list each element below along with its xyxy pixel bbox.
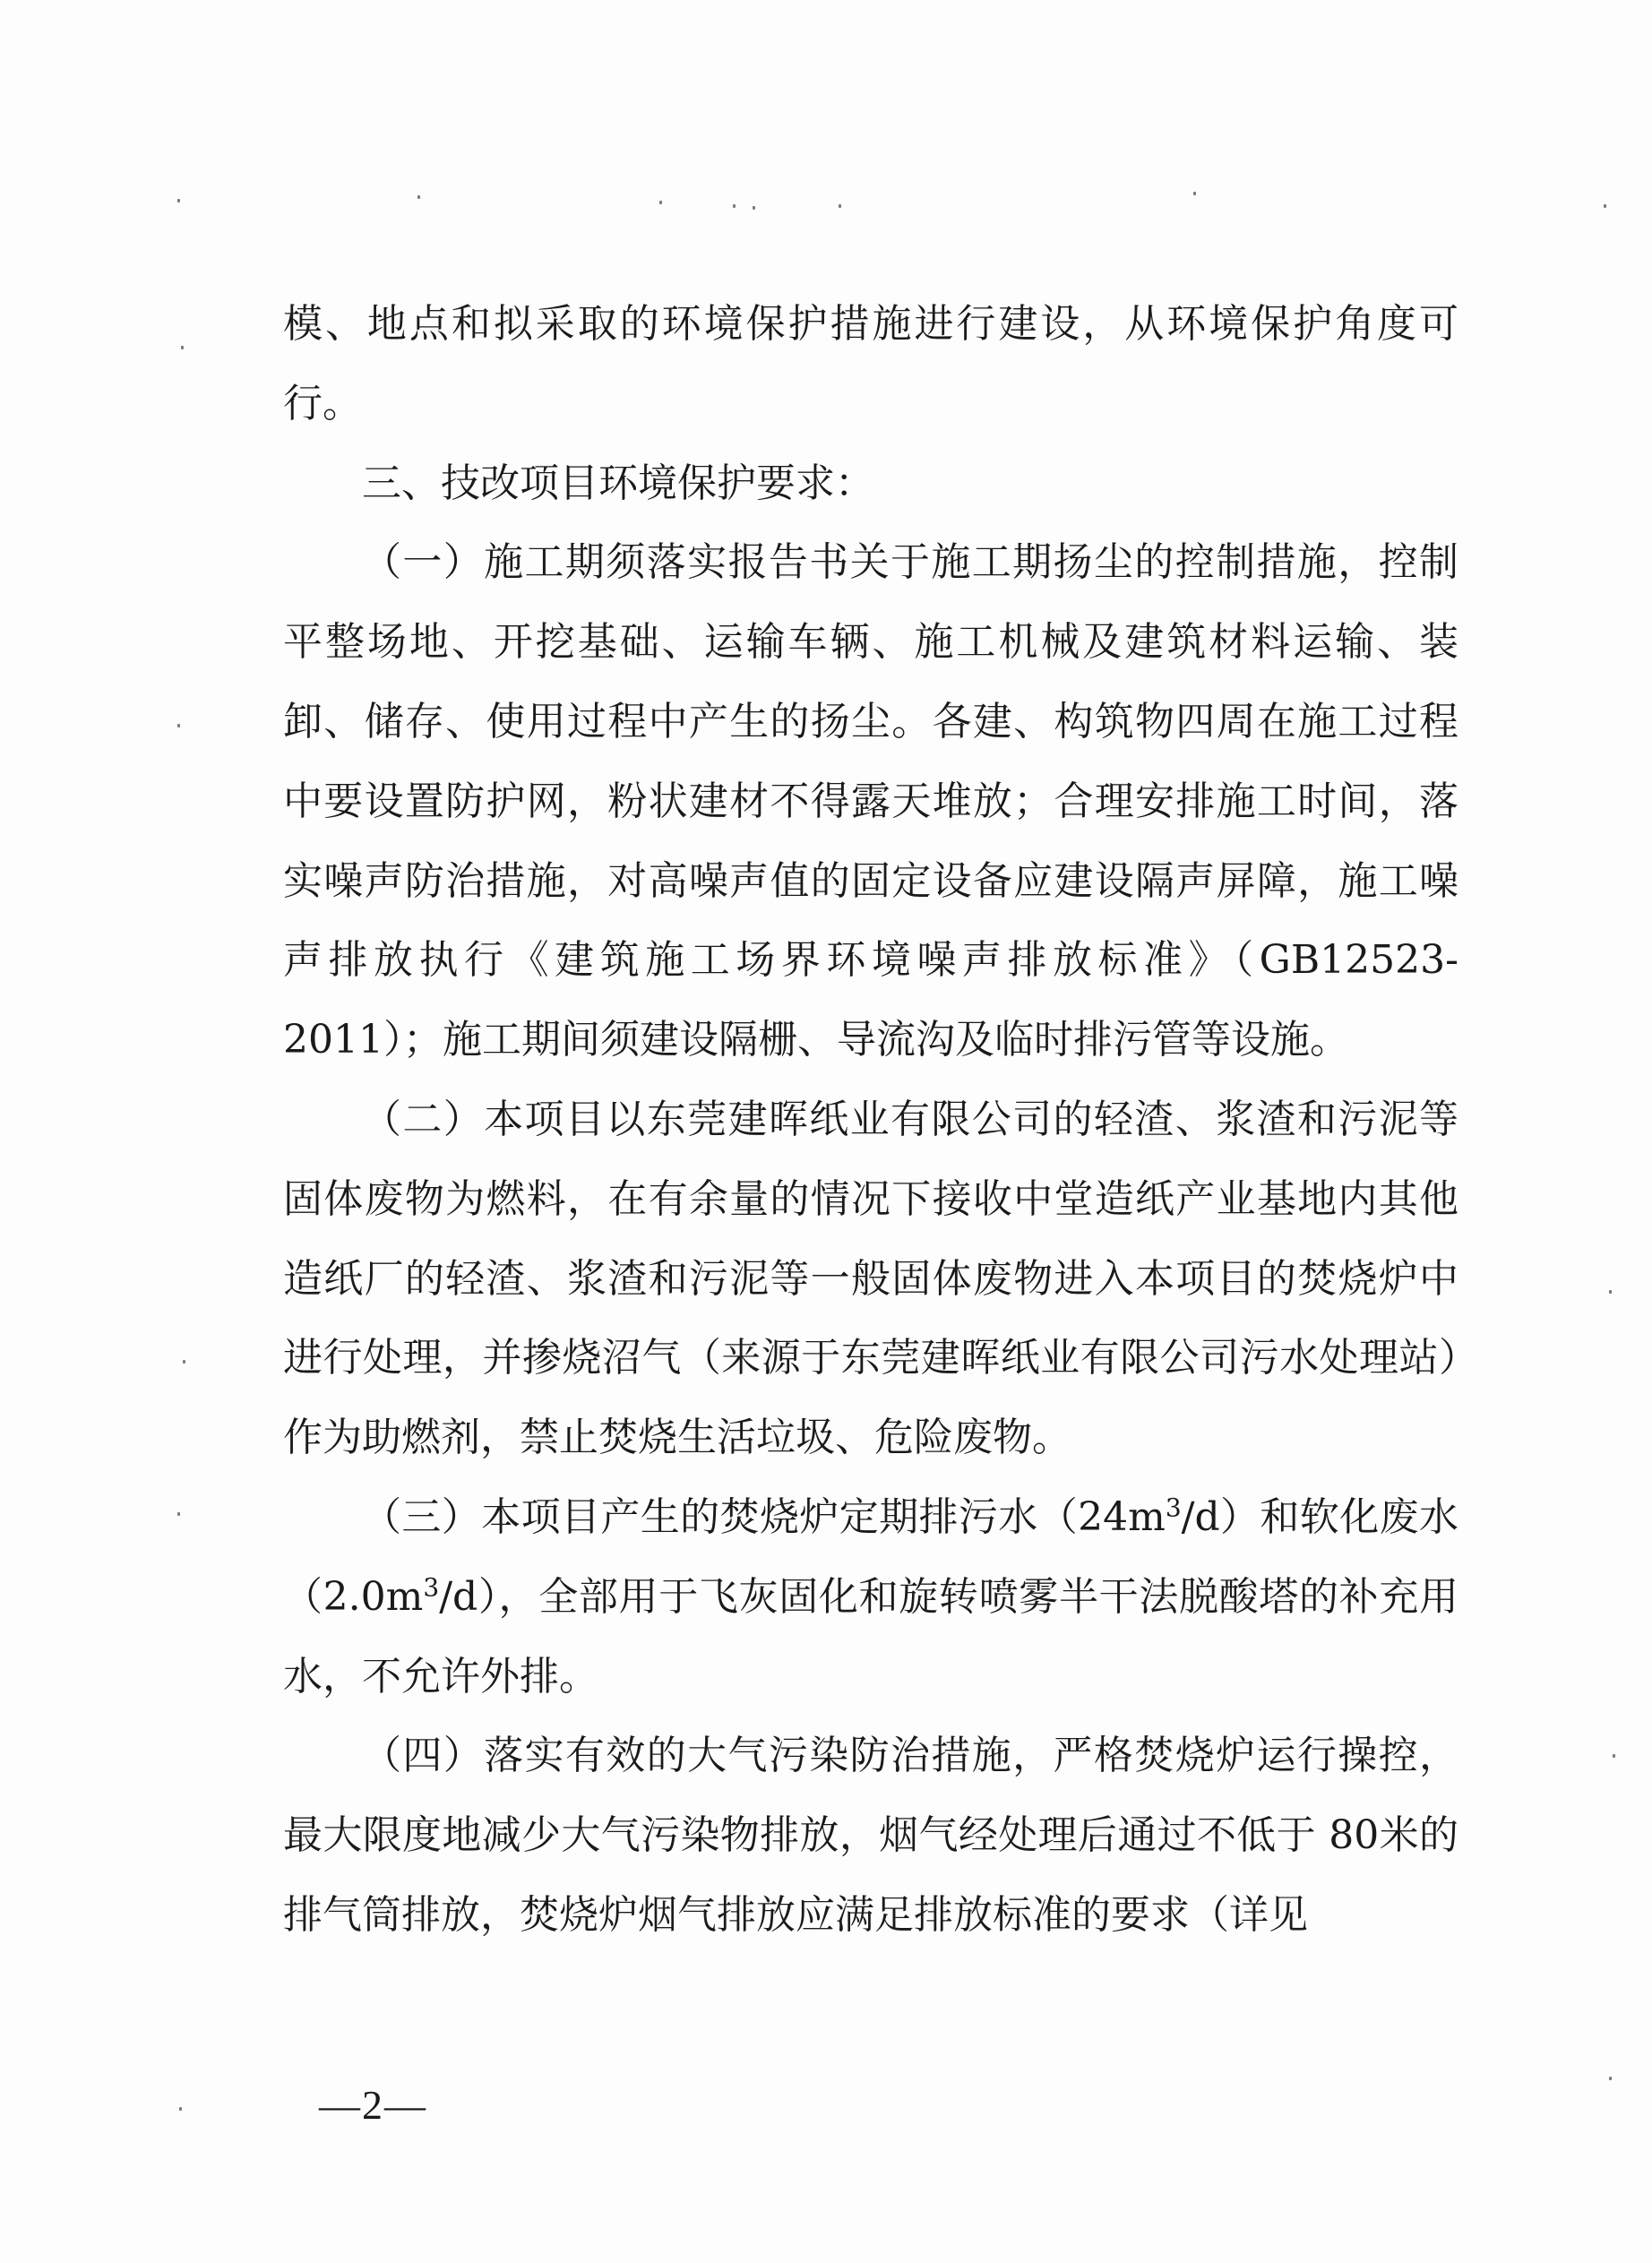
section-heading: 三、技改项目环境保护要求： xyxy=(362,460,874,506)
unit-superscript: 3 xyxy=(423,1572,440,1603)
scan-speck xyxy=(753,206,755,210)
page-number: —2— xyxy=(319,2082,427,2128)
scan-speck xyxy=(177,199,180,202)
wastewater-text-2: /d）和软化废水（2.0m xyxy=(283,1493,1458,1620)
paragraph-solid-waste-fuel: （二）本项目以东莞建晖纸业有限公司的轻渣、浆渣和污泥等固体废物为燃料，在有余量的情况下接收中堂造纸产业基地内其他造纸厂的轻渣、浆渣和污泥等一般固体废物进入本项目的焚烧炉中进行处理，并掺烧沼气（来源于东莞建晖纸业有限公司污水处理站）作为助燃剂，禁止焚烧生活垃圾、危险废物。 xyxy=(283,1096,1458,1461)
wastewater-text-3: /d），全部用于飞灰固化和旋转喷雾半干法脱酸塔的补充用水，不允许外排。 xyxy=(283,1573,1458,1699)
paragraph-continuation: 模、地点和拟采取的环境保护措施进行建设，从环境保护角度可行。 xyxy=(283,301,1458,426)
paragraph-wastewater xyxy=(283,1478,1458,1717)
scan-speck xyxy=(1609,1290,1612,1294)
scan-speck xyxy=(183,1360,185,1364)
scan-speck xyxy=(417,195,420,199)
scan-speck xyxy=(839,204,841,208)
scan-speck xyxy=(1609,2077,1612,2080)
body-text xyxy=(283,285,1458,1956)
scan-speck xyxy=(179,2107,182,2111)
scan-speck xyxy=(177,1512,180,1516)
scan-speck xyxy=(659,201,662,204)
wastewater-text-1: （三）本项目产生的焚烧炉定期排污水（24m xyxy=(362,1493,1166,1540)
scan-speck xyxy=(177,724,180,727)
scan-speck xyxy=(181,346,184,349)
paragraph-construction-period: （一）施工期须落实报告书关于施工期扬尘的控制措施，控制平整场地、开挖基础、运输车辆、施工机械及建筑材料运输、装卸、储存、使用过程中产生的扬尘。各建、构筑物四周在施工过程中要设置防护网，粉状建材不得露天堆放；合理安排施工时间，落实噪声防治措施，对高噪声值的固定设备应建设隔声屏障，施工噪声排放执行《建筑施工场界环境噪声排放标准》（GB12523-2011）；施工期间须建设隔栅、导流沟及临时排污管等设施。 xyxy=(283,539,1458,1063)
scan-speck xyxy=(733,204,736,208)
paragraph-air-pollution: （四）落实有效的大气污染防治措施，严格焚烧炉运行操控，最大限度地减少大气污染物排放，烟气经处理后通过不低于 80米的排气筒排放，焚烧炉烟气排放应满足排放标准的要求（详见 xyxy=(283,1733,1458,1938)
scan-speck xyxy=(1604,204,1606,208)
unit-superscript: 3 xyxy=(1165,1493,1182,1523)
scan-speck xyxy=(1613,1754,1615,1758)
scan-speck xyxy=(1193,192,1196,195)
